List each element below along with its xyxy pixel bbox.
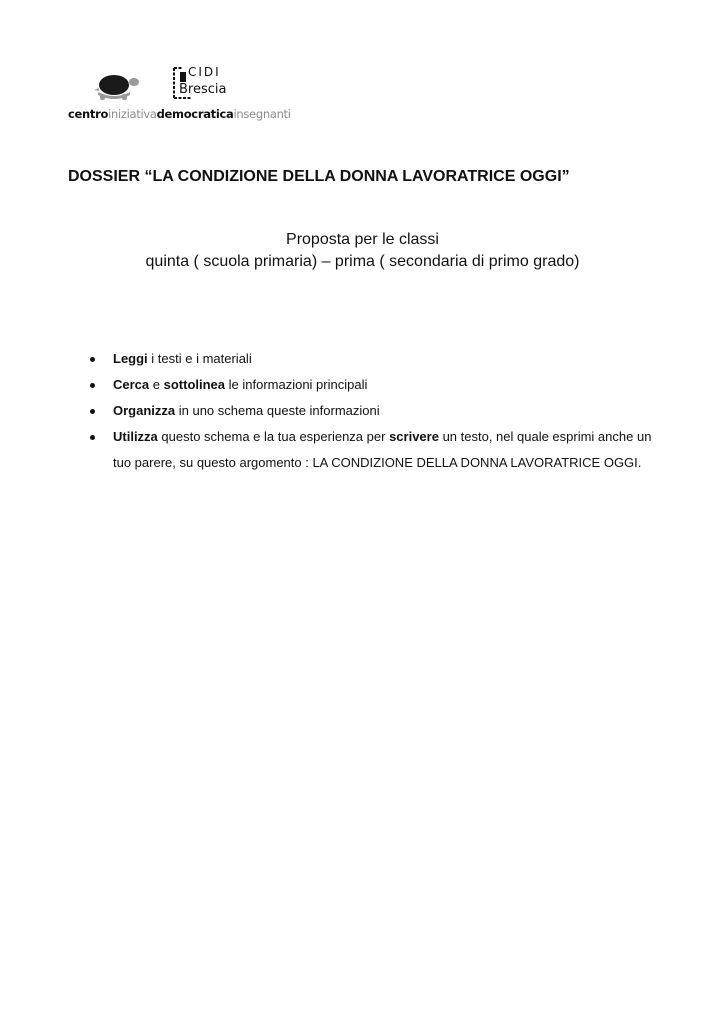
- instruction-text: in uno schema queste informazioni: [175, 403, 380, 418]
- instruction-list: [90, 346, 670, 476]
- tagline-segment: democratica: [156, 107, 234, 121]
- bullet-icon: [90, 383, 95, 388]
- logo-tagline: [68, 107, 291, 121]
- instruction-verb: Organizza: [113, 403, 176, 418]
- bullet-icon: [90, 409, 95, 414]
- subtitle-line-2: quinta ( scuola primaria) – prima ( secondaria di primo grado): [145, 253, 580, 270]
- instruction-verb: scrivere: [389, 429, 439, 444]
- turtle-logo-icon: [92, 70, 140, 104]
- instruction-item: [90, 346, 670, 372]
- instruction-text: un testo, nel quale esprimi anche un tuo parere, su questo argomento : LA CONDIZIONE DELLA DONNA LAVORATRICE OGGI.: [113, 429, 652, 470]
- instruction-item: [90, 424, 670, 476]
- tagline-segment: centro: [68, 107, 109, 121]
- instruction-item: [90, 398, 670, 424]
- instruction-text: e: [149, 377, 164, 392]
- subtitle-line-1: Proposta per le classi: [286, 231, 439, 248]
- instruction-verb: Utilizza: [113, 429, 158, 444]
- brescia-wordmark: Brescia: [179, 82, 227, 97]
- instruction-item: [90, 372, 670, 398]
- tagline-segment: insegnanti: [233, 107, 291, 121]
- cidi-logo: [66, 64, 291, 124]
- instruction-verb: Cerca: [113, 377, 150, 392]
- tagline-segment: iniziativa: [108, 107, 157, 121]
- instruction-text: i testi e i materiali: [147, 351, 252, 366]
- instruction-verb: Leggi: [113, 351, 148, 366]
- instruction-text: le informazioni principali: [225, 377, 368, 392]
- bullet-icon: [90, 357, 95, 362]
- subtitle: [0, 229, 725, 273]
- document-title: DOSSIER “LA CONDIZIONE DELLA DONNA LAVORATRICE OGGI”: [68, 168, 570, 185]
- instruction-text: questo schema e la tua esperienza per: [157, 429, 390, 444]
- instruction-verb: sottolinea: [163, 377, 226, 392]
- cidi-wordmark: CIDI: [188, 65, 221, 79]
- bullet-icon: [90, 435, 95, 440]
